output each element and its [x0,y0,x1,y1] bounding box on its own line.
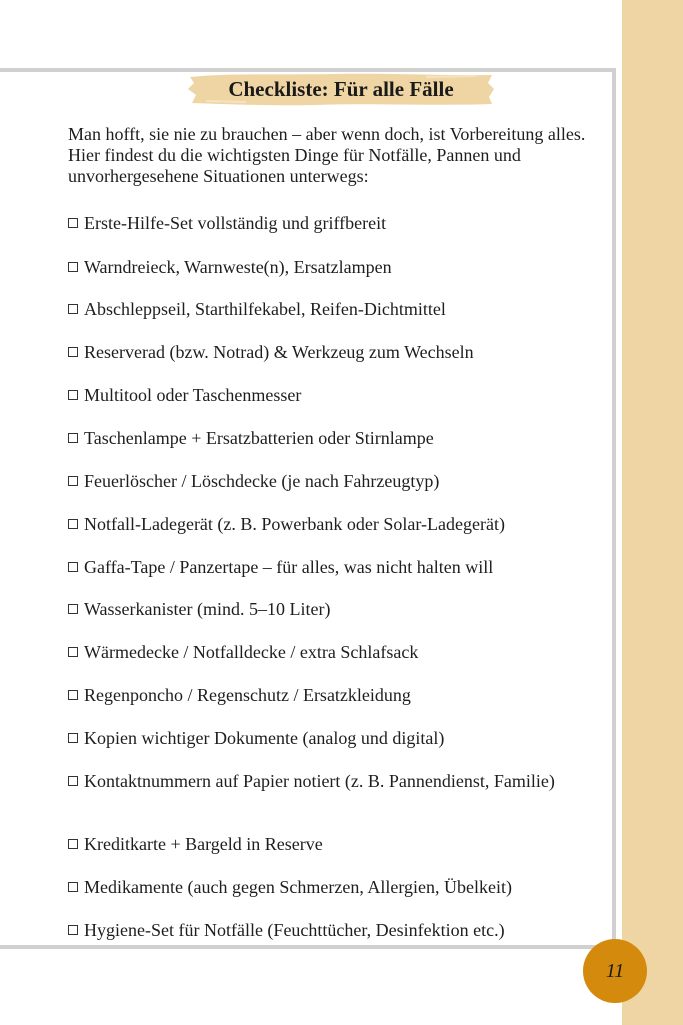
checklist-item[interactable] [68,213,624,234]
checklist-item-label: Erste-Hilfe-Set vollständig und griffbereit [84,213,387,233]
checkbox-icon[interactable] [68,304,78,314]
checkbox-icon[interactable] [68,562,78,572]
checklist-item[interactable] [68,877,624,898]
checkbox-icon[interactable] [68,882,78,892]
checkbox-icon[interactable] [68,476,78,486]
checklist-item[interactable] [68,514,624,535]
checkbox-icon[interactable] [68,390,78,400]
checkbox-icon[interactable] [68,604,78,614]
side-accent-strip [622,0,683,1025]
checklist-item-label: Wasserkanister (mind. 5–10 Liter) [84,599,331,619]
checklist-item-label: Abschleppseil, Starthilfekabel, Reifen-Dichtmittel [84,299,446,319]
checklist-item[interactable] [68,257,624,278]
checklist-item-label: Taschenlampe + Ersatzbatterien oder Stirnlampe [84,428,434,448]
checkbox-icon[interactable] [68,647,78,657]
checklist-item[interactable] [68,685,624,706]
checklist-item-label: Kreditkarte + Bargeld in Reserve [84,834,323,854]
checklist-item-label: Medikamente (auch gegen Schmerzen, Allergien, Übelkeit) [84,877,513,897]
checklist-item[interactable] [68,728,624,749]
checklist-item[interactable] [68,771,564,792]
checkbox-icon[interactable] [68,218,78,228]
checklist-item-label: Kopien wichtiger Dokumente (analog und digital) [84,728,445,748]
checklist-item[interactable] [68,599,624,620]
page-title: Checkliste: Für alle Fälle [228,77,454,101]
checklist-item-label: Gaffa-Tape / Panzertape – für alles, was nicht halten will [84,557,494,577]
checklist-item-label: Kontaktnummern auf Papier notiert (z. B. Pannendienst, Familie) [84,771,555,791]
checklist-item[interactable] [68,299,624,320]
checklist-item-label: Multitool oder Taschenmesser [84,385,302,405]
checkbox-icon[interactable] [68,262,78,272]
checklist-item-label: Reserverad (bzw. Notrad) & Werkzeug zum Wechseln [84,342,474,362]
checklist-item[interactable] [68,471,624,492]
checklist-item[interactable] [68,557,624,578]
checklist-panel [0,68,616,949]
checkbox-icon[interactable] [68,347,78,357]
checklist-item-label: Notfall-Ladegerät (z. B. Powerbank oder Solar-Ladegerät) [84,514,505,534]
checklist-item[interactable] [68,834,624,855]
checkbox-icon[interactable] [68,690,78,700]
intro-paragraph: Man hofft, sie nie zu brauchen – aber wenn doch, ist Vorbereitung alles. Hier findest du die wichtigsten Dinge für Notfälle, Pannen und unvorhergesehene Situationen unterwegs: [68,124,586,186]
checklist-item[interactable] [68,385,624,406]
checkbox-icon[interactable] [68,519,78,529]
page-number-badge: 11 [583,939,647,1003]
checklist-item-label: Wärmedecke / Notfalldecke / extra Schlafsack [84,642,419,662]
checklist-item-label: Feuerlöscher / Löschdecke (je nach Fahrzeugtyp) [84,471,440,491]
checkbox-icon[interactable] [68,776,78,786]
checkbox-icon[interactable] [68,925,78,935]
checkbox-icon[interactable] [68,839,78,849]
checklist-item[interactable] [68,428,624,449]
checkbox-icon[interactable] [68,733,78,743]
checklist-item-label: Warndreieck, Warnweste(n), Ersatzlampen [84,257,392,277]
checklist-item-label: Hygiene-Set für Notfälle (Feuchttücher, Desinfektion etc.) [84,920,505,940]
checkbox-icon[interactable] [68,433,78,443]
title-banner [186,71,496,107]
checklist-item-label: Regenponcho / Regenschutz / Ersatzkleidung [84,685,411,705]
checklist-item[interactable] [68,920,624,941]
checklist-item[interactable] [68,342,624,363]
checklist-item[interactable] [68,642,624,663]
